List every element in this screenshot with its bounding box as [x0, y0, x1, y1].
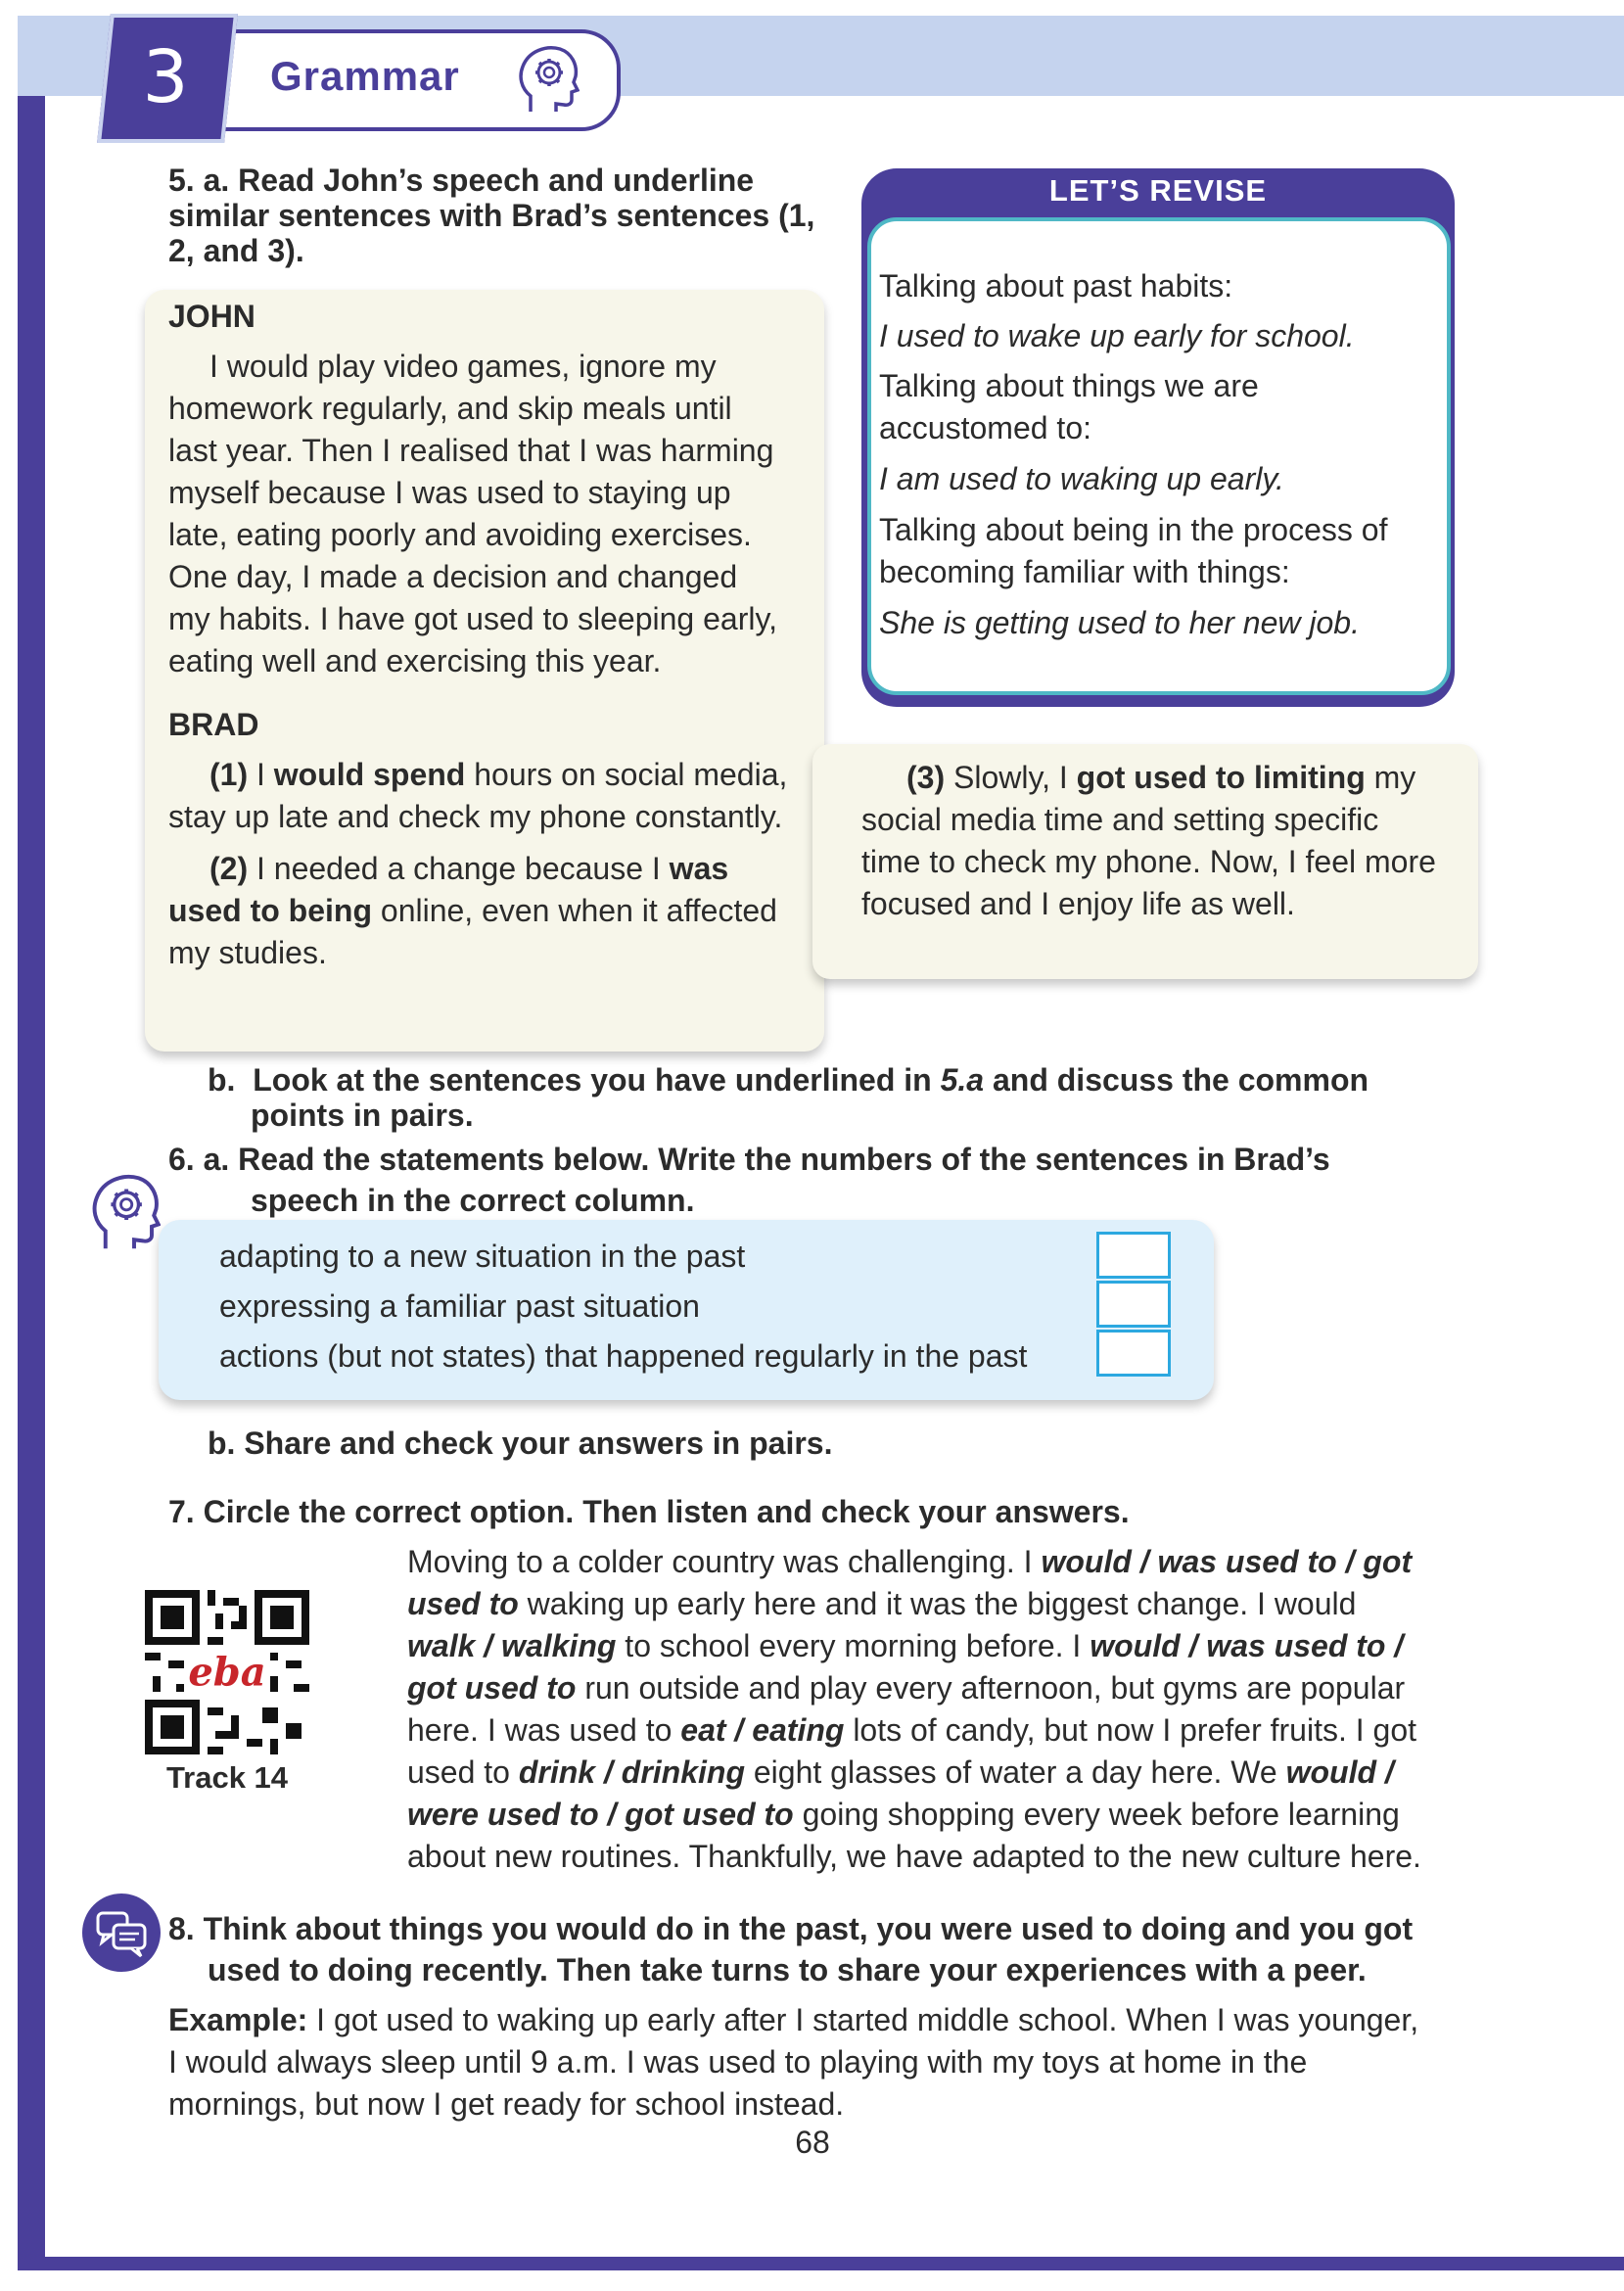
brad-sentence-3: (3) Slowly, I got used to limiting my: [906, 760, 1416, 795]
qr-logo-text: eba: [188, 1649, 266, 1696]
brad-sentence-2-line2: used to being online, even when it affected: [168, 893, 777, 928]
ex7-line: walk / walking to school every morning before. I would / was used to /: [407, 1628, 1404, 1663]
speech-bubbles-icon: [82, 1894, 161, 1972]
section-title: Grammar: [270, 53, 460, 99]
unit-number: 3: [142, 35, 189, 119]
john-line: I would play video games, ignore my: [209, 349, 717, 384]
brad-sentence-1: (1) I would spend hours on social media,: [209, 757, 788, 792]
ex8-instruction-line2: used to doing recently. Then take turns to share your experiences with a peer.: [208, 1952, 1367, 1987]
revise-example-2: I am used to waking up early.: [879, 461, 1284, 496]
brad-sentence-2-line3: my studies.: [168, 935, 327, 970]
revise-heading-3a: Talking about being in the process of: [879, 512, 1388, 547]
ex5b-instruction-line1: b. Look at the sentences you have underlined in 5.a and discuss the common: [208, 1062, 1369, 1098]
ex7-instruction: 7. Circle the correct option. Then listen and check your answers.: [168, 1494, 1130, 1529]
ex7-line: about new routines. Thankfully, we have adapted to the new culture here.: [407, 1839, 1421, 1874]
ex6a-instruction-line2: speech in the correct column.: [251, 1183, 695, 1218]
ex8-instruction-line1: 8. Think about things you would do in the past, you were used to doing and you got: [168, 1911, 1414, 1946]
brad-sentence-3-line3: time to check my phone. Now, I feel more: [861, 844, 1436, 879]
head-gear-icon: [517, 43, 580, 114]
ex7-line: were used to / got used to going shopping every week before learning: [407, 1797, 1400, 1832]
john-line: eating well and exercising this year.: [168, 643, 662, 678]
brad-sentence-2: (2) I needed a change because I was: [209, 851, 729, 886]
revise-heading-3b: becoming familiar with things:: [879, 554, 1290, 589]
revise-heading-2b: accustomed to:: [879, 410, 1091, 445]
ex6a-instruction-line1: 6. a. Read the statements below. Write the numbers of the sentences in Brad’s: [168, 1142, 1330, 1177]
ex6-statement: actions (but not states) that happened regularly in the past: [219, 1338, 1028, 1374]
john-line: late, eating poorly and avoiding exercises.: [168, 517, 752, 552]
brad-sentence-1-line2: stay up late and check my phone constantly.: [168, 799, 783, 834]
brad-name: BRAD: [168, 707, 259, 742]
ex7-line: here. I was used to eat / eating lots of candy, but now I prefer fruits. I got: [407, 1712, 1416, 1748]
ex7-line: used to drink / drinking eight glasses of water a day here. We would /: [407, 1754, 1394, 1790]
revise-example-3: She is getting used to her new job.: [879, 605, 1360, 640]
ex5a-instruction-line3: 2, and 3).: [168, 233, 304, 268]
john-line: homework regularly, and skip meals until: [168, 391, 732, 426]
john-line: myself because I was used to staying up: [168, 475, 731, 510]
page-bottom-border: [18, 2257, 1624, 2270]
john-line: One day, I made a decision and changed: [168, 559, 738, 594]
answer-box[interactable]: [1096, 1232, 1171, 1279]
qr-code[interactable]: [145, 1590, 309, 1754]
john-name: JOHN: [168, 299, 255, 334]
brad-sentence-3-line4: focused and I enjoy life as well.: [861, 886, 1295, 921]
head-gear-icon: [90, 1171, 161, 1251]
page-number: 68: [795, 2125, 830, 2160]
ex5a-instruction-line2: similar sentences with Brad’s sentences (1,: [168, 198, 815, 233]
page-left-border: [18, 96, 45, 2269]
ex8-example-line2: I would always sleep until 9 a.m. I was used to playing with my toys at home in the: [168, 2044, 1308, 2080]
ex5b-instruction-line2: points in pairs.: [251, 1098, 474, 1133]
john-line: last year. Then I realised that I was harming: [168, 433, 774, 468]
track-label: Track 14: [165, 1760, 289, 1795]
ex6b-instruction: b. Share and check your answers in pairs.: [208, 1426, 833, 1461]
brad-sentence-3-line2: social media time and setting specific: [861, 802, 1379, 837]
revise-heading-1: Talking about past habits:: [879, 268, 1233, 304]
page-top-margin: [0, 0, 1624, 16]
ex7-line: Moving to a colder country was challenging. I would / was used to / got: [407, 1544, 1413, 1579]
revise-example-1: I used to wake up early for school.: [879, 318, 1355, 353]
ex7-line: used to waking up early here and it was the biggest change. I would: [407, 1586, 1357, 1621]
john-line: my habits. I have got used to sleeping early,: [168, 601, 777, 636]
ex7-line: got used to run outside and play every afternoon, but gyms are popular: [407, 1670, 1406, 1706]
lets-revise-title: LET’S REVISE: [1048, 173, 1268, 208]
ex5a-instruction-line1: 5. a. Read John’s speech and underline: [168, 163, 755, 198]
ex6-statement: expressing a familiar past situation: [219, 1288, 700, 1324]
ex6-statement: adapting to a new situation in the past: [219, 1239, 746, 1274]
answer-box[interactable]: [1096, 1330, 1171, 1377]
answer-box[interactable]: [1096, 1281, 1171, 1328]
ex8-example-line3: mornings, but now I get ready for school instead.: [168, 2086, 845, 2122]
revise-heading-2a: Talking about things we are: [879, 368, 1259, 403]
ex8-example-line1: Example: I got used to waking up early after I started middle school. When I was younger,: [168, 2002, 1419, 2037]
